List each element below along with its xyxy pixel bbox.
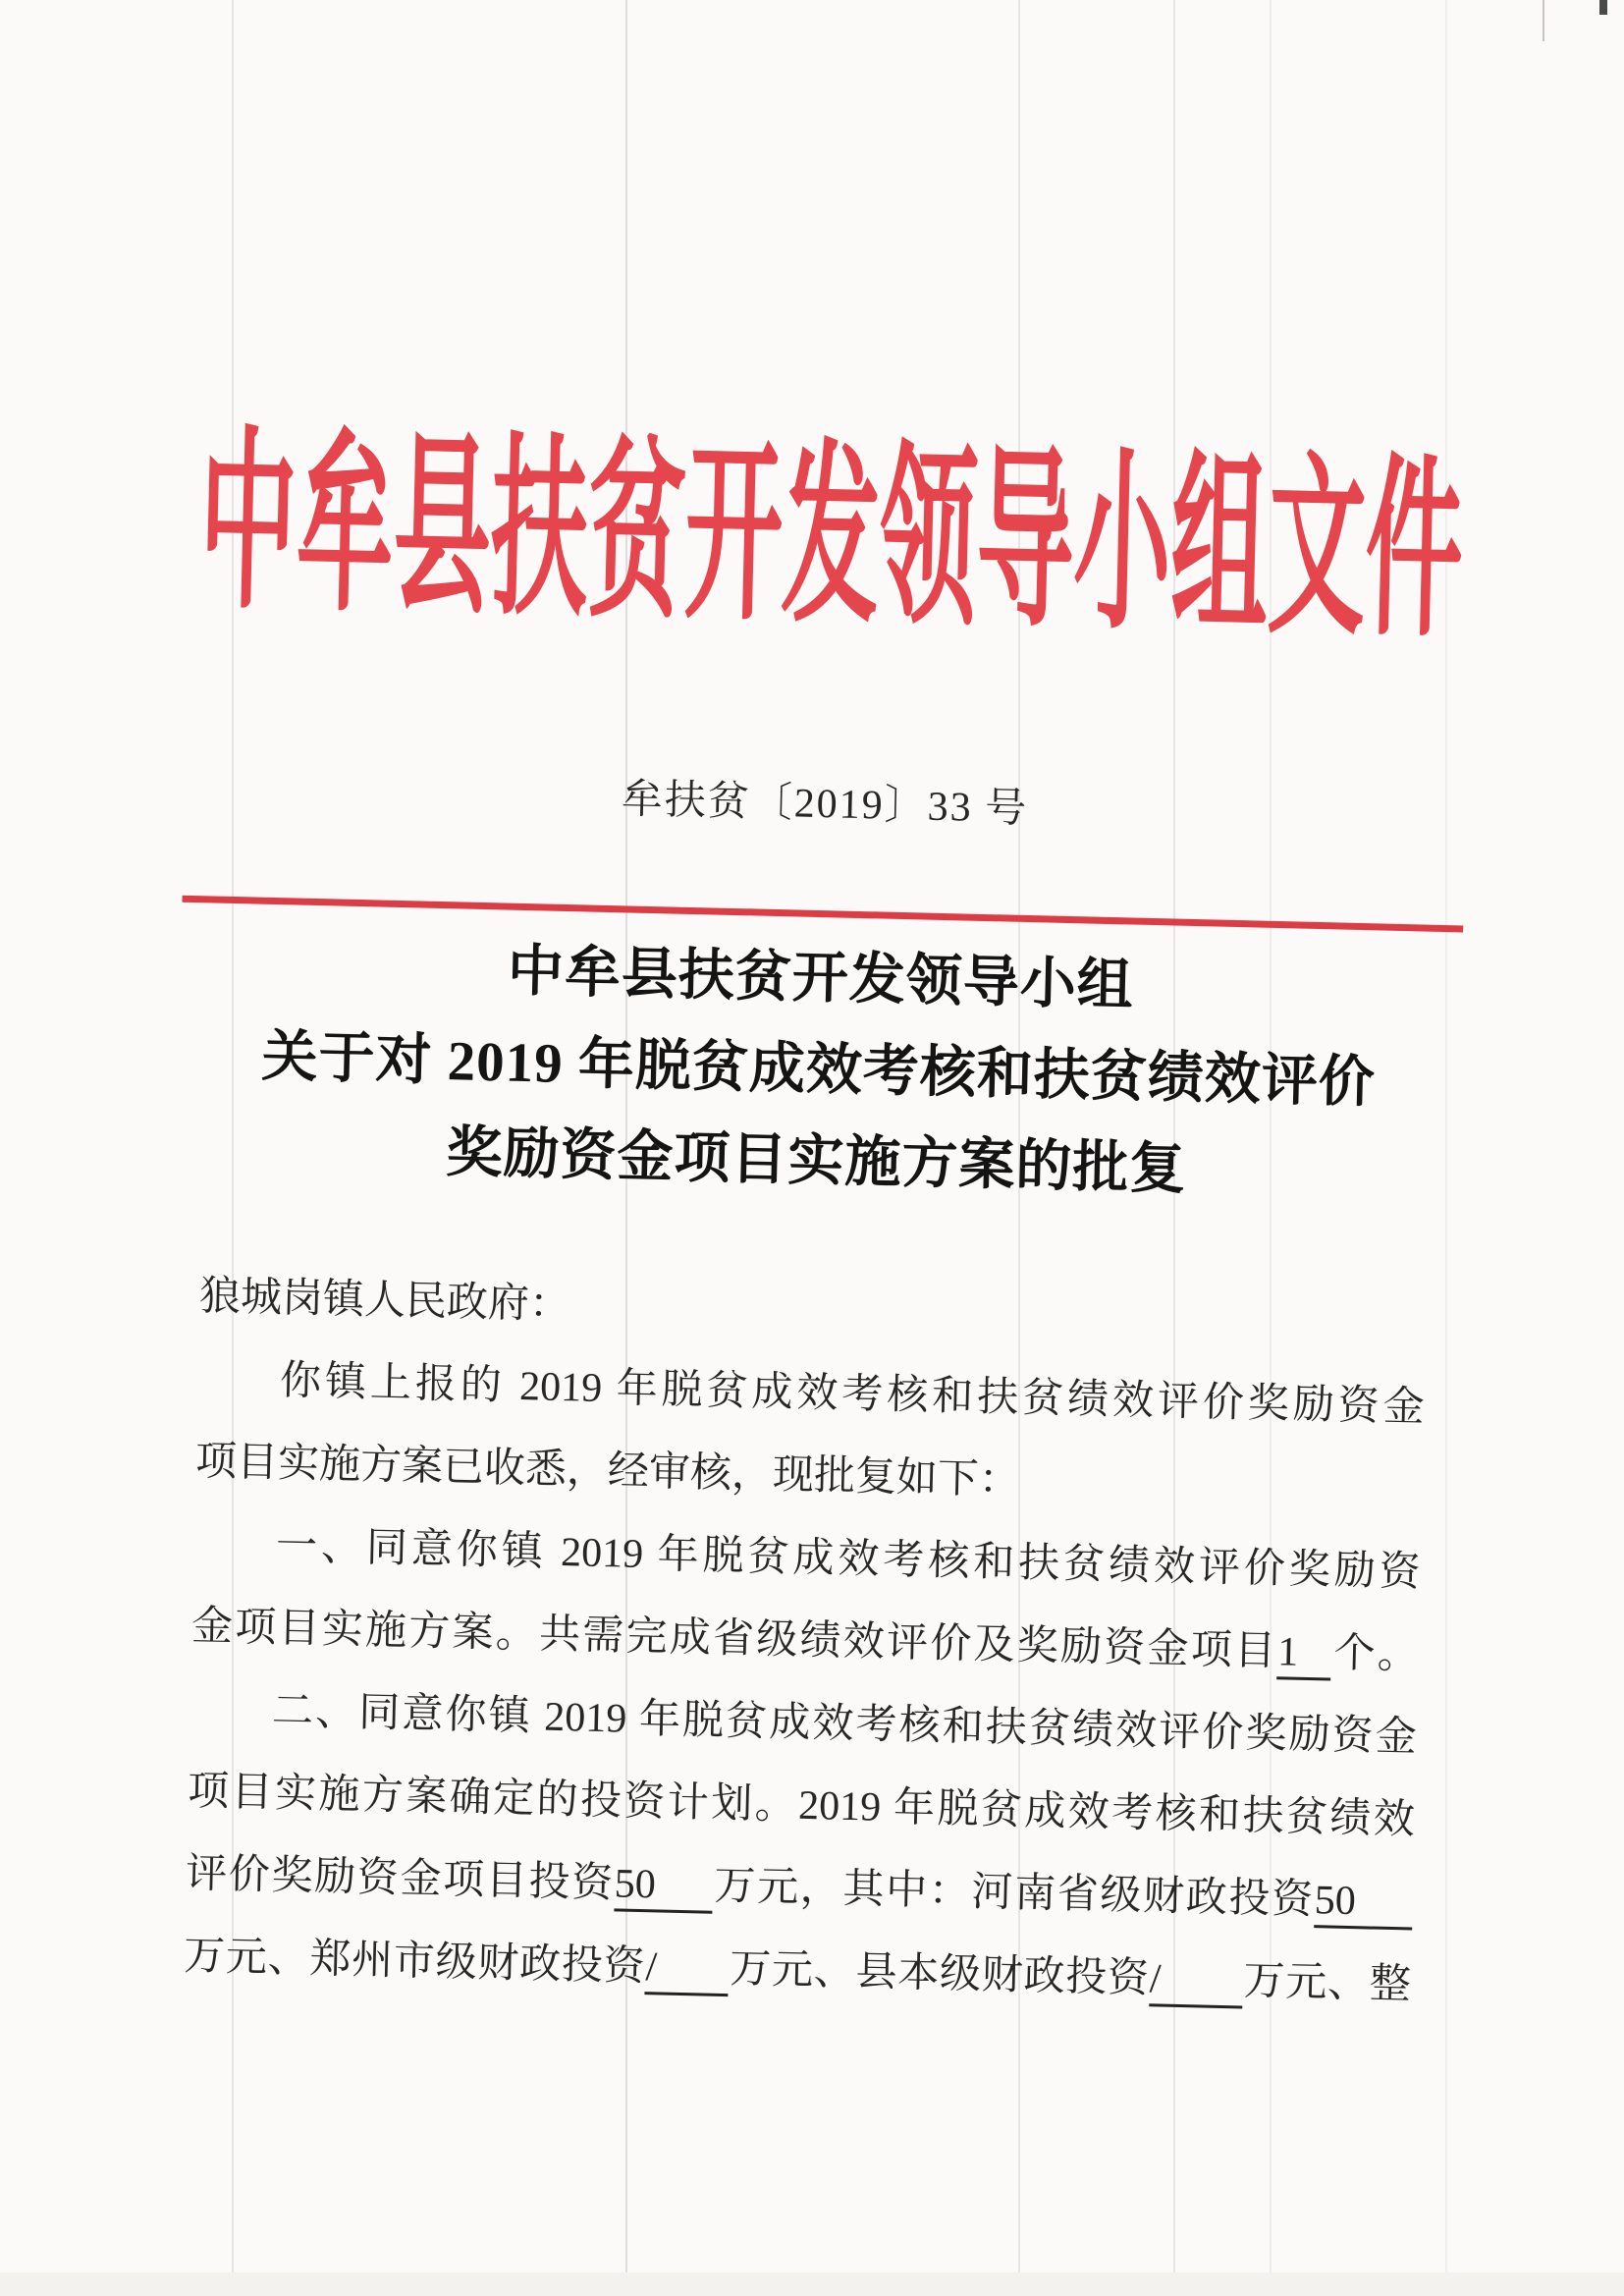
document-title: [158, 917, 1480, 1222]
letterhead-title: 中牟县扶贫开发领导小组文件: [196, 417, 1466, 662]
blank-city-investment: /: [645, 1944, 730, 1996]
blank-total-investment: 50: [614, 1861, 713, 1914]
letterhead: [171, 414, 1491, 664]
document-number: 牟扶贫〔2019〕33 号: [621, 777, 1029, 832]
document-body: [183, 1255, 1427, 2026]
document-title-line-1: 中牟县扶贫开发领导小组: [507, 940, 1135, 1017]
document-title-line-2: 关于对 2019 年脱贫成效考核和扶贫绩效评价: [260, 1025, 1377, 1115]
body-text: 评价奖励资金项目投资: [185, 1851, 616, 1907]
addressee-line: 狼城岗镇人民政府：: [198, 1274, 571, 1329]
body-line-6: 二、同意你镇 2019 年脱贫成效考核和扶贫绩效评价奖励资金: [271, 1688, 1418, 1761]
body-line-4: 一、同意你镇 2019 年脱贫成效考核和扶贫绩效评价奖励资: [275, 1523, 1422, 1596]
body-line-2: 你镇上报的 2019 年脱贫成效考核和扶贫绩效评价奖励资金: [279, 1358, 1426, 1431]
body-text: 万元、县本级财政投资: [728, 1946, 1151, 2002]
body-text: 万元、郑州市级财政投资: [183, 1934, 647, 1991]
document-title-line-3: 奖励资金项目实施方案的批复: [445, 1121, 1188, 1201]
body-text: 万元，其中：河南省级财政投资: [712, 1863, 1316, 1924]
scan-edge-artifact: [1543, 0, 1544, 41]
scan-bottom-shadow: [0, 2272, 1624, 2296]
document-content: [138, 414, 1491, 2027]
body-line-7: 项目实施方案确定的投资计划。2019 年脱贫成效考核和扶贫绩效: [187, 1769, 1416, 1843]
body-text: 万元、整: [1242, 1958, 1412, 2008]
blank-project-count: 1: [1277, 1629, 1332, 1680]
body-text: 金项目实施方案。共需完成省级绩效评价及奖励资金项目: [190, 1604, 1278, 1675]
blank-county-investment: /: [1149, 1956, 1243, 2008]
scan-edge-artifact: [1599, 0, 1607, 15]
body-text: 个。: [1330, 1630, 1420, 1678]
body-line-3: 项目实施方案已收悉，经审核，现批复如下：: [194, 1439, 1021, 1503]
blank-province-investment: 50: [1314, 1878, 1413, 1931]
